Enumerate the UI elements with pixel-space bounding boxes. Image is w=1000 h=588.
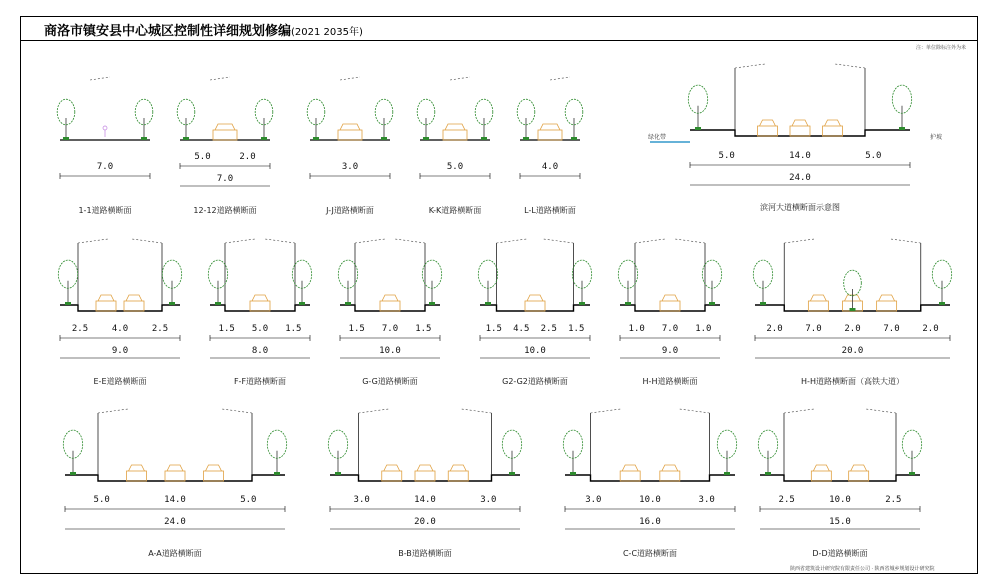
total-width-label: 24.0 bbox=[789, 173, 811, 183]
total-width-label: 20.0 bbox=[841, 346, 864, 356]
width-label: 14.0 bbox=[414, 495, 436, 505]
total-width-label: 15.0 bbox=[829, 517, 851, 527]
total-width-label: 9.0 bbox=[661, 346, 679, 356]
width-label: 2.0 bbox=[239, 152, 256, 162]
left-note: 绿化带 bbox=[648, 135, 667, 141]
width-label: 14.0 bbox=[164, 495, 186, 505]
section-label: C-C道路横断面 bbox=[622, 549, 678, 558]
section-label: K-K道路横断面 bbox=[428, 206, 482, 215]
total-width-label: 16.0 bbox=[639, 517, 661, 527]
total-width-label: 7.0 bbox=[216, 174, 234, 184]
section-label: G2-G2道路横断面 bbox=[502, 377, 568, 386]
width-label: 5.0 bbox=[446, 162, 464, 172]
section-label: 1-1道路横断面 bbox=[78, 206, 132, 215]
width-label: 4.0 bbox=[541, 162, 559, 172]
unit-note: 注：单位除标注外为米 bbox=[916, 45, 967, 51]
section-label: B-B道路横断面 bbox=[398, 549, 452, 558]
total-width-label: 9.0 bbox=[111, 346, 129, 356]
total-width-label: 24.0 bbox=[164, 517, 186, 527]
width-label: 5.0 bbox=[718, 151, 735, 161]
tree-right bbox=[902, 430, 921, 475]
width-label: 1.5 bbox=[485, 324, 502, 334]
section-label: J-J道路横断面 bbox=[326, 206, 374, 215]
width-label: 7.0 bbox=[96, 162, 114, 172]
road-profile bbox=[760, 475, 920, 481]
title-year: (2021 2035年) bbox=[291, 27, 363, 38]
total-width-label: 20.0 bbox=[414, 517, 436, 527]
width-label: 7.0 bbox=[381, 324, 399, 334]
width-label: 1.5 bbox=[568, 324, 585, 334]
width-label: 5.0 bbox=[240, 495, 257, 505]
width-label: 3.0 bbox=[353, 495, 370, 505]
section-label: E-E道路横断面 bbox=[93, 377, 147, 386]
width-label: 1.0 bbox=[628, 324, 645, 334]
width-label: 3.0 bbox=[698, 495, 715, 505]
total-width-label: 8.0 bbox=[251, 346, 269, 356]
section-label: H-H道路横断面（高铁大道） bbox=[801, 377, 904, 386]
width-label: 3.0 bbox=[341, 162, 359, 172]
width-label: 5.0 bbox=[251, 324, 269, 334]
section-label: L-L道路横断面 bbox=[524, 206, 576, 215]
width-label: 2.0 bbox=[766, 324, 783, 334]
section-label: H-H道路横断面 bbox=[642, 377, 698, 386]
total-width-label: 10.0 bbox=[379, 346, 401, 356]
section-label: D-D道路横断面 bbox=[812, 549, 868, 558]
right-note: 护坡 bbox=[930, 135, 943, 141]
footer-credit: 陕西省建筑设计研究院有限责任公司 · 陕西省城乡规划设计研究院 bbox=[790, 566, 935, 572]
width-label: 14.0 bbox=[789, 151, 811, 161]
section-label: 12-12道路横断面 bbox=[193, 206, 257, 215]
width-label: 2.5 bbox=[151, 324, 169, 334]
width-label: 4.0 bbox=[111, 324, 129, 334]
width-label: 2.5 bbox=[540, 324, 557, 334]
width-label: 3.0 bbox=[585, 495, 602, 505]
width-label: 10.0 bbox=[639, 495, 661, 505]
width-label: 7.0 bbox=[805, 324, 822, 334]
width-label: 5.0 bbox=[93, 495, 110, 505]
width-label: 1.5 bbox=[415, 324, 432, 334]
width-label: 4.5 bbox=[513, 324, 530, 334]
width-label: 2.5 bbox=[71, 324, 89, 334]
vehicle-2 bbox=[849, 465, 869, 481]
width-label: 1.5 bbox=[218, 324, 235, 334]
width-label: 2.5 bbox=[885, 495, 902, 505]
section-label: A-A道路横断面 bbox=[148, 549, 202, 558]
width-label: 2.0 bbox=[922, 324, 939, 334]
vehicle-1 bbox=[811, 465, 831, 481]
width-label: 10.0 bbox=[829, 495, 851, 505]
width-label: 7.0 bbox=[661, 324, 679, 334]
width-label: 3.0 bbox=[480, 495, 497, 505]
width-label: 1.0 bbox=[695, 324, 712, 334]
tree-left bbox=[758, 430, 777, 475]
section-label: 滨河大道横断面示意图 bbox=[760, 203, 840, 212]
section-label: F-F道路横断面 bbox=[233, 377, 287, 386]
width-label: 5.0 bbox=[865, 151, 882, 161]
title-text: 商洛市镇安县中心城区控制性详细规划修编 bbox=[44, 24, 292, 39]
width-label: 7.0 bbox=[883, 324, 900, 334]
section-label: G-G道路横断面 bbox=[362, 377, 418, 386]
total-width-label: 10.0 bbox=[524, 346, 546, 356]
width-label: 2.0 bbox=[844, 324, 861, 334]
width-label: 5.0 bbox=[194, 152, 211, 162]
width-label: 1.5 bbox=[285, 324, 302, 334]
width-label: 1.5 bbox=[348, 324, 365, 334]
width-label: 2.5 bbox=[778, 495, 795, 505]
